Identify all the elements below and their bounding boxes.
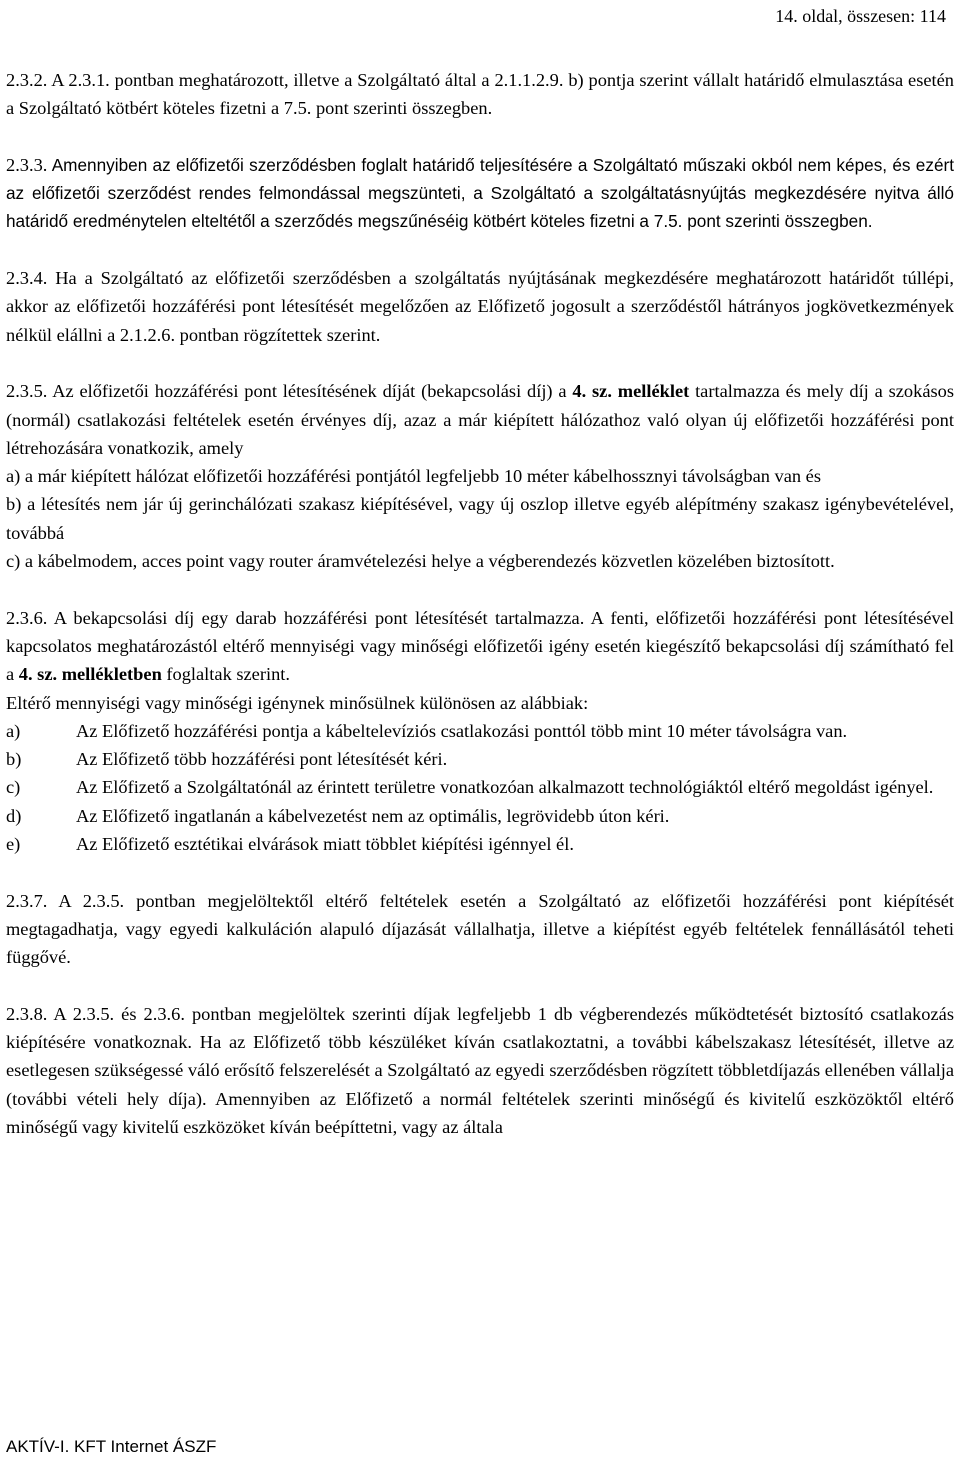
list-intro: Eltérő mennyiségi vagy minőségi igénynek minősülnek különösen az alábbiak: bbox=[6, 692, 589, 713]
list-item-label: d) bbox=[6, 805, 22, 826]
list-item-label: b) bbox=[6, 749, 22, 770]
annex-reference: 4. sz. bbox=[18, 664, 58, 685]
list-item-text: Az Előfizető több hozzáférési pont létesítését kéri. bbox=[76, 749, 448, 770]
page-footer: AKTÍV-I. KFT Internet ÁSZF bbox=[6, 1437, 217, 1456]
section-2-3-5 bbox=[6, 377, 954, 575]
paragraph-2-3-5 bbox=[6, 377, 954, 462]
paragraph-2-3-5-part-1: 2.3.5. Az előfizetői hozzáférési pont létesítésének díját (bekapcsolási díj) a bbox=[6, 381, 573, 402]
paragraph-2-3-6 bbox=[6, 604, 954, 689]
paragraph-2-3-5-part-2: tartalmazza és mely díj a szokásos (normál) csatlakozási feltételek esetén érvényes díj, azaz a már kiépített hálózathoz való olyan új előfizetői hozzáférési pont létrehozására vonatkozik, amely bbox=[6, 381, 954, 458]
paragraph-2-3-3-text: Amennyiben az előfizetői szerződésben foglalt határidő teljesítésére a Szolgáltató műszaki okból nem képes, és ezért az előfizetői szerződést rendes felmondással megszünteti, a Szolgáltató a szolgáltatásnyújtás megkezdésére nyitva álló határidő eredménytelen elteltétől a szerződés megszűnéséig kötbért köteles fizetni a 7.5. pont szerinti összegben. bbox=[6, 154, 954, 232]
document-body bbox=[6, 66, 954, 1141]
paragraph-2-3-3 bbox=[6, 151, 954, 236]
paragraph-2-3-6-part-1: 2.3.6. A bekapcsolási díj egy darab hozzáférési pont létesítését tartalmazza. A fenti, előfizetői hozzáférési pont létesítésével kapcsolatos meghatározástól eltérő mennyiségi vagy minőségi előfizetői igény esetén kiegészítő bekapcsolási díj számítható fel a bbox=[6, 607, 954, 685]
annex-word: melléklet bbox=[617, 381, 690, 402]
list-item bbox=[6, 745, 954, 773]
list-item-text: Az Előfizető ingatlanán a kábelvezetést nem az optimális, legrövidebb úton kéri. bbox=[76, 805, 670, 826]
paragraph-2-3-8: 2.3.8. A 2.3.5. és 2.3.6. pontban megjelöltek szerinti díjak legfeljebb 1 db végberendezés működtetését biztosító csatlakozás kiépítésére vonatkoznak. Ha az Előfizető több készüléket kíván csatlakoztatni, a további kábelszakasz létesítését, illetve az esetlegesen szükségessé váló erősítő felszerelését a Szolgáltató az egyedi szerződésben rögzített többletdíjazás ellenében vállalja (további vételi hely díja). Amennyiben az Előfizető a normál feltételek szerinti minőségű és kivitelű eszközöktől eltérő minőségű vagy kivitelű eszközöket kíván beépíttetni, vagy az általa bbox=[6, 1003, 954, 1137]
annex-reference: 4. sz. bbox=[572, 381, 612, 402]
annex-word: mellékletben bbox=[61, 664, 162, 685]
section-2-3-6 bbox=[6, 604, 954, 859]
condition-b: b) a létesítés nem jár új gerinchálózati szakasz kiépítésével, vagy új oszlop illetve egyéb alépítmény szakasz igénybevételével, továbbá bbox=[6, 494, 954, 543]
paragraph-2-3-4: 2.3.4. Ha a Szolgáltató az előfizetői szerződésben a szolgáltatás nyújtásának megkezdésére meghatározott határidőt túllépi, akkor az előfizetői hozzáférési pont létesítését megelőzően az Előfizető jogosult a szerződéstől hátrányos jogkövetkezmények nélkül elállni a 2.1.2.6. pontban rögzítettek szerint. bbox=[6, 268, 954, 345]
list-item-label: a) bbox=[6, 720, 21, 741]
list-item bbox=[6, 717, 954, 745]
list-item-text: Az Előfizető esztétikai elvárások miatt többlet kiépítési igénnyel él. bbox=[76, 834, 574, 855]
list-item bbox=[6, 830, 954, 858]
paragraph-2-3-2: 2.3.2. A 2.3.1. pontban meghatározott, illetve a Szolgáltató által a 2.1.1.2.9. b) pontja szerint vállalt határidő elmulasztása esetén a Szolgáltató kötbért köteles fizetni a 7.5. pont szerinti összegben. bbox=[6, 70, 954, 119]
list-item-text: Az Előfizető hozzáférési pontja a kábeltelevíziós csatlakozási ponttól több mint 10 méter távolságra van. bbox=[76, 720, 848, 741]
list-item bbox=[6, 802, 954, 830]
requirements-list bbox=[6, 717, 954, 858]
paragraph-2-3-3-number: 2.3.3. bbox=[6, 154, 48, 175]
list-item-label: e) bbox=[6, 834, 21, 855]
list-item bbox=[6, 773, 954, 801]
list-item-label: c) bbox=[6, 777, 21, 798]
condition-a: a) a már kiépített hálózat előfizetői hozzáférési pontjától legfeljebb 10 méter kábelhossznyi távolságban van és bbox=[6, 466, 821, 487]
paragraph-2-3-7: 2.3.7. A 2.3.5. pontban megjelöltektől eltérő feltételek esetén a Szolgáltató az előfizetői hozzáférési pont kiépítését megtagadhatja, vagy egyedi kalkuláción alapuló díjazását vállalhatja, illetve a kiépítést egyéb feltételek fennállásától teheti függővé. bbox=[6, 890, 954, 968]
condition-c: c) a kábelmodem, acces point vagy router áramvételezési helye a végberendezés közvetlen közelében biztosított. bbox=[6, 551, 835, 572]
paragraph-2-3-6-part-2: foglaltak szerint. bbox=[161, 664, 290, 685]
list-item-text: Az Előfizető a Szolgáltatónál az érintett területre vonatkozóan alkalmazott technológiáktól eltérő megoldást igényel. bbox=[76, 777, 934, 798]
page-number-header: 14. oldal, összesen: 114 bbox=[775, 6, 946, 26]
